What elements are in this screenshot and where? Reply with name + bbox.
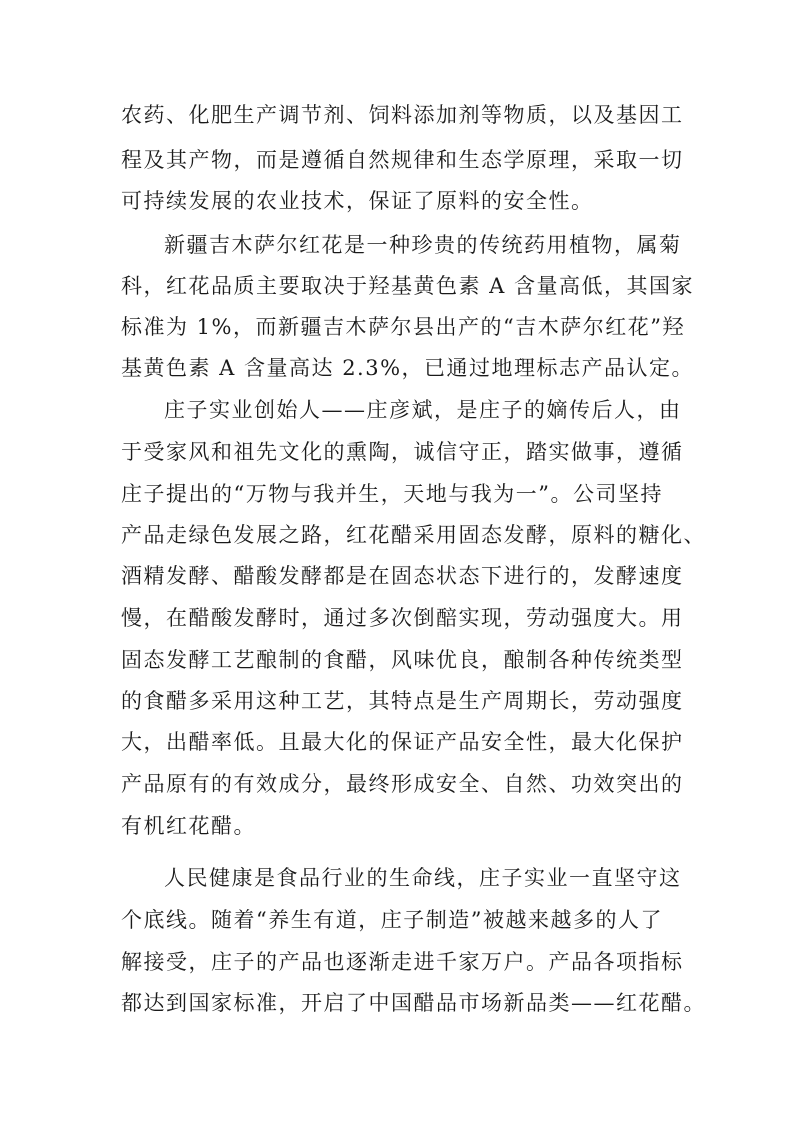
text-line: 程及其产物，而是遵循自然规律和生态学原理，采取一切 bbox=[121, 148, 684, 172]
text-line: 个底线。随着“养生有道，庄子制造”被越来越多的人了 bbox=[121, 908, 663, 932]
text-line: 有机红花醋。 bbox=[121, 814, 256, 838]
text-line: 基黄色素 A 含量高达 2.3%，已通过地理标志产品认定。 bbox=[121, 356, 695, 380]
text-line: 酒精发酵、醋酸发酵都是在固态状态下进行的，发酵速度 bbox=[121, 564, 684, 588]
text-line: 慢，在醋酸发酵时，通过多次倒醅实现，劳动强度大。用 bbox=[121, 606, 684, 630]
text-line: 解接受，庄子的产品也逐渐走进千家万户。产品各项指标 bbox=[121, 950, 684, 974]
text-line: 固态发酵工艺酿制的食醋，风味优良，酿制各种传统类型 bbox=[121, 648, 684, 672]
text-line: 产品原有的有效成分，最终形成安全、自然、功效突出的 bbox=[121, 772, 684, 796]
text-line: 庄子提出的“万物与我并生，天地与我为一”。公司坚持 bbox=[121, 482, 663, 506]
text-line: 于受家风和祖先文化的熏陶，诚信守正，踏实做事，遵循 bbox=[121, 440, 684, 464]
text-line: 可持续发展的农业技术，保证了原料的安全性。 bbox=[121, 189, 594, 213]
text-line: 的食醋多采用这种工艺，其特点是生产周期长，劳动强度 bbox=[121, 689, 684, 713]
text-line: 新疆吉木萨尔红花是一种珍贵的传统药用植物，属菊 bbox=[164, 233, 682, 257]
text-line: 科，红花品质主要取决于羟基黄色素 A 含量高低，其国家 bbox=[121, 274, 695, 298]
text-line: 人民健康是食品行业的生命线，庄子实业一直坚守这 bbox=[164, 866, 682, 890]
text-line: 标准为 1%，而新疆吉木萨尔县出产的“吉木萨尔红花”羟 bbox=[121, 315, 685, 339]
text-line: 产品走绿色发展之路，红花醋采用固态发酵，原料的糖化、 bbox=[121, 523, 706, 547]
text-line: 大，出醋率低。且最大化的保证产品安全性，最大化保护 bbox=[121, 730, 684, 754]
text-line: 庄子实业创始人——庄彦斌，是庄子的嫡传后人，由 bbox=[164, 398, 682, 422]
text-line: 农药、化肥生产调节剂、饲料添加剂等物质，以及基因工 bbox=[121, 103, 684, 127]
text-line: 都达到国家标准，开启了中国醋品市场新品类——红花醋。 bbox=[121, 991, 706, 1015]
